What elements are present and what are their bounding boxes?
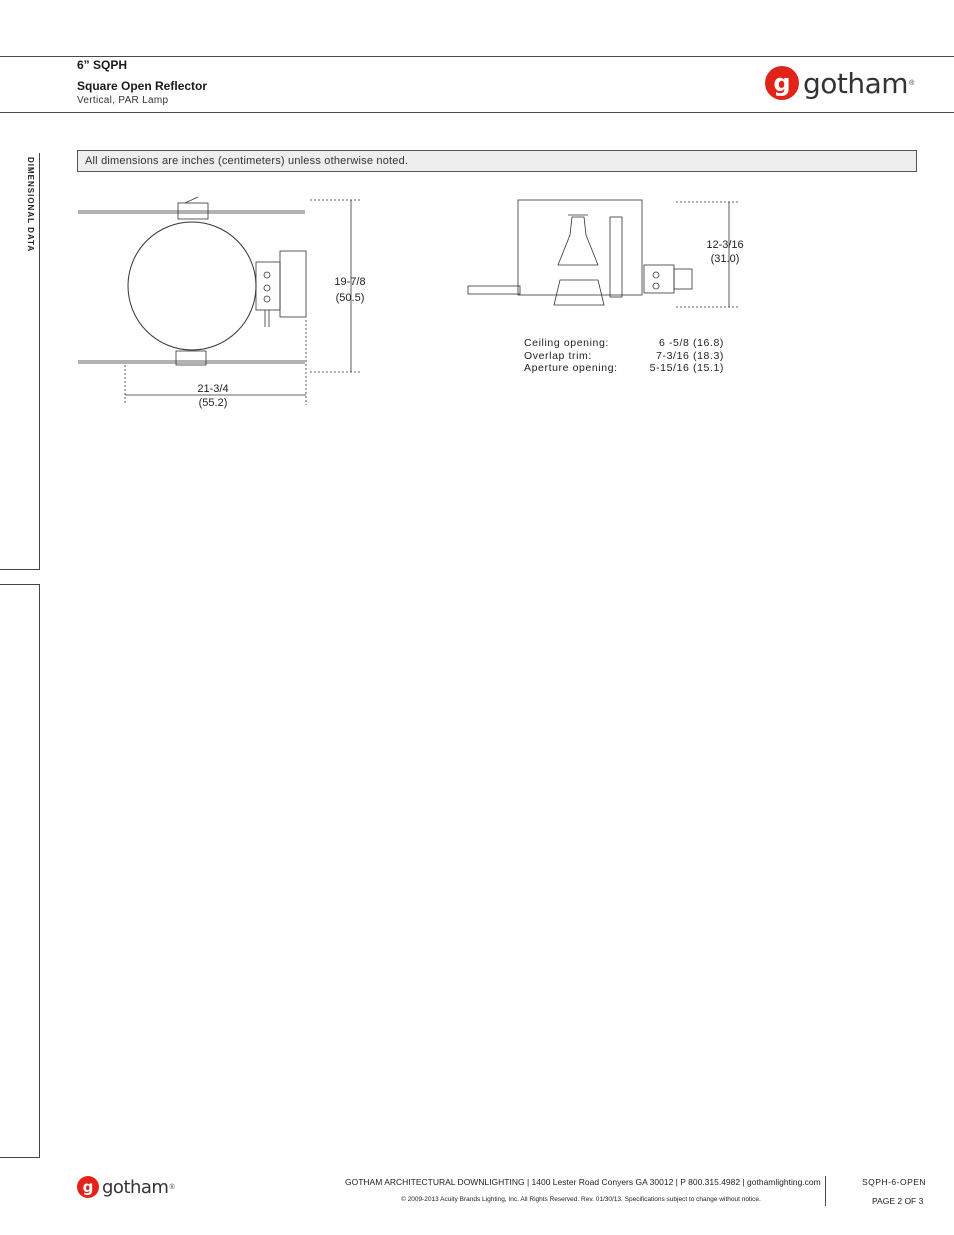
top-view-height-dimension [330, 275, 370, 305]
footer-copyright: © 2009-2013 Acuity Brands Lighting, Inc. All Rights Reserved. Rev. 01/30/13. Specifications subject to change without notice. [401, 1196, 761, 1203]
dimension-note: All dimensions are inches (centimeters) unless otherwise noted. [77, 150, 917, 172]
side-tab-frame-bottom [0, 584, 40, 1158]
side-height-centimeters: (31.0) [710, 253, 740, 265]
opening-spec-table [524, 337, 724, 375]
side-height-inches: 12-3/16 [706, 239, 744, 251]
spec-value: 6 -5/8 (16.8) [659, 337, 724, 349]
footer-divider [825, 1176, 826, 1206]
width-inches: 21-3/4 [197, 383, 229, 395]
spec-row [524, 362, 724, 375]
spec-row [524, 337, 724, 350]
brand-logo-header [765, 66, 914, 100]
header-top-rule [0, 56, 954, 57]
spec-label: Overlap trim: [524, 349, 592, 362]
registered-mark: ® [169, 1183, 175, 1191]
height-inches: 19-7/8 [334, 276, 366, 288]
document-code: SQPH-6-OPEN [862, 1177, 927, 1187]
spec-value: 7-3/16 (18.3) [656, 349, 724, 362]
spec-label: Aperture opening: [524, 362, 618, 374]
top-view-width-dimension [193, 382, 233, 410]
brand-name: gotham [102, 1176, 169, 1198]
gotham-logo-icon: g [77, 1176, 99, 1198]
brand-name: gotham [803, 66, 909, 100]
height-centimeters: (50.5) [335, 292, 365, 304]
registered-mark: ® [909, 79, 915, 87]
product-detail: Vertical, PAR Lamp [77, 95, 169, 106]
spec-value: 5-15/16 (15.1) [649, 362, 724, 374]
header-bottom-rule [0, 112, 954, 113]
page-number: PAGE 2 OF 3 [872, 1196, 924, 1206]
gotham-logo-icon: g [765, 66, 799, 100]
top-view-drawing [70, 195, 370, 410]
side-view-height-dimension [700, 238, 750, 266]
width-centimeters: (55.2) [198, 397, 228, 409]
product-subtitle: Square Open Reflector [77, 79, 208, 93]
brand-logo-footer [77, 1176, 175, 1198]
footer-address: GOTHAM ARCHITECTURAL DOWNLIGHTING | 1400 Lester Road Conyers GA 30012 | P 800.315.4982 | gothamlighting.com [345, 1177, 821, 1187]
side-tab-label: DIMENSIONAL DATA [26, 157, 35, 253]
product-title: 6” SQPH [77, 58, 128, 72]
spec-label: Ceiling opening: [524, 337, 609, 349]
spec-row [524, 350, 724, 363]
